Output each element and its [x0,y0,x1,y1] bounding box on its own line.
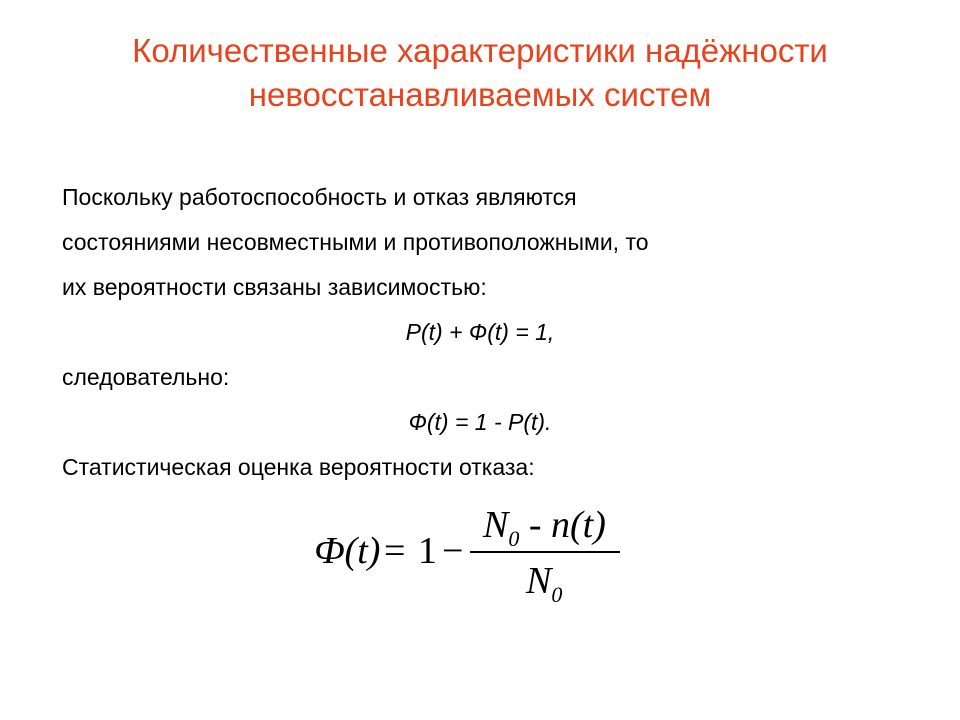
formula-lhs: Ф(t) [314,530,381,572]
formula-minus: − [442,530,464,572]
denominator-subscript: 0 [551,582,563,607]
paragraph-1-line-2: состояниями несовместными и противоположными, то [62,229,649,255]
title-line-2: невосстанавливаемых систем [248,76,712,113]
formula-numerator [483,505,606,550]
numerator-subscript: 0 [508,526,520,551]
formula-equals: = [384,530,406,572]
paragraph-1-line-1: Поскольку работоспособность и отказ являются [62,184,577,210]
denominator-n: N [526,560,552,602]
paragraph-2: следовательно: [62,364,230,390]
fraction-bar [470,551,620,553]
numerator-rest: - n(t) [519,504,606,546]
equation-sum: P(t) + Ф(t) = 1, [405,319,555,345]
equation-failure-probability: Ф(t) = 1 - P(t). [408,409,552,435]
numerator-n: N [483,504,509,546]
paragraph-3: Статистическая оценка вероятности отказа: [62,454,535,480]
formula-one: 1 [418,530,437,572]
formula-denominator [526,561,562,606]
title-line-1: Количественные характеристики надёжности [132,32,828,69]
paragraph-1-line-3: их вероятности связаны зависимостью: [62,274,487,300]
